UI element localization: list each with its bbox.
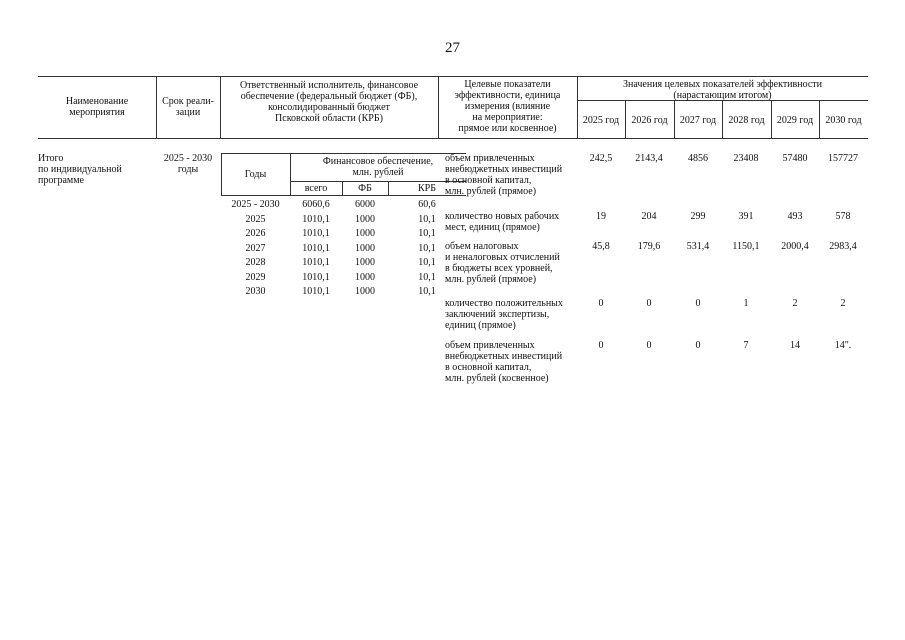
finance-table-header [221,153,466,195]
page-number: 27 [445,40,460,56]
finance-cell-fb: 1000 [355,257,375,268]
indicator-value: 1 [743,298,749,309]
header-responsible: Ответственный исполнитель, финансовое обеспечение (федеральный бюджет (ФБ), консолидированный бюджет Псковской области (КРБ) [239,80,419,124]
indicator-value: 0 [695,298,701,309]
finance-cell-fb: 1000 [355,242,375,254]
finance-cell-total: 1010,1 [302,213,330,225]
finance-cell-total: 6060,6 [302,199,330,210]
finance-cell-krb: 10,1 [418,242,436,254]
finance-cell-year: 2027 [245,242,266,254]
indicator-value: 531,4 [686,241,710,252]
indicator-value: 7 [743,340,749,351]
indicator-value: 391 [738,211,754,222]
finance-rule [290,181,466,182]
indicator-value: 299 [690,211,706,222]
indicator-value: 242,5 [589,153,613,164]
finance-cell-fb: 1000 [355,228,375,239]
header-year: 2025 год [582,115,620,126]
finance-cell-fb: 1000 [355,286,375,297]
finance-cell-krb: 10,1 [418,257,436,268]
finance-cell-krb: 10,1 [418,286,436,297]
indicator-value: 2143,4 [635,153,663,164]
finance-cell-krb: 10,1 [418,228,436,239]
finance-cell-krb: 60,6 [418,199,436,210]
indicator-value: 2000,4 [781,241,809,252]
table-header [38,76,868,138]
indicator-value: 204 [641,211,657,222]
indicator-value: 4856 [688,153,708,164]
finance-cell-year: 2028 [245,257,266,268]
finance-subheader-total: всего [304,183,328,194]
header-bottom-rule [38,138,868,139]
indicator-label: объем привлеченных внебюджетных инвестиций в основной капитал, млн. рублей (косвенное) [445,340,563,384]
finance-cell-fb: 6000 [355,199,375,210]
finance-cell-year: 2030 [245,286,266,297]
finance-cell-year: 2026 [245,228,266,239]
indicator-value: 45,8 [592,241,610,252]
finance-cell-krb: 10,1 [418,213,436,225]
indicator-value: 2 [840,298,846,309]
finance-cell-fb: 1000 [355,271,375,283]
indicator-value: 19 [596,211,606,222]
finance-cell-total: 1010,1 [302,228,330,239]
indicator-value: 0 [646,340,652,351]
indicator-value: 0 [646,298,652,309]
indicator-label: количество положительных заключений экспертизы, единиц (прямое) [445,298,563,331]
indicator-label: объем привлеченных внебюджетных инвестиций в основной капитал, млн. рублей (прямое) [445,153,563,197]
indicator-value: 23408 [733,153,759,164]
finance-label: Финансовое обеспечение, млн. рублей [322,156,434,178]
header-term: Срок реали- зации [162,96,214,118]
header-top-rule [38,76,868,77]
finance-cell-total: 1010,1 [302,286,330,297]
header-year: 2026 год [631,115,668,126]
finance-rule [221,195,466,196]
indicator-value: 57480 [782,153,808,164]
finance-years-label: Годы [244,169,267,180]
indicator-value: 157727 [828,153,858,164]
indicator-value: 179,6 [637,241,661,252]
indicator-value: 2983,4 [829,241,857,252]
finance-cell-fb: 1000 [355,213,375,225]
finance-rule [221,153,466,154]
finance-cell-year: 2029 [245,271,266,283]
header-name: Наименование мероприятия [65,96,129,118]
finance-cell-total: 1010,1 [302,257,330,268]
indicator-value: 1150,1 [732,241,760,252]
finance-subheader-krb: КРБ [418,183,436,194]
header-year: 2027 год [679,115,717,126]
finance-cell-year: 2025 [245,213,266,225]
finance-cell-year: 2025 - 2030 [231,199,280,210]
row-name: Итого по индивидуальной программе [38,153,122,186]
indicator-value: 0 [598,298,604,309]
indicator-value: 0 [598,340,604,351]
finance-cell-total: 1010,1 [302,271,330,283]
header-year: 2028 год [728,115,765,126]
indicator-value: 578 [835,211,851,222]
indicator-value: 14 [790,340,800,351]
indicator-value: 2 [792,298,798,309]
finance-subheader-fb: ФБ [358,183,372,194]
indicator-value: 14". [834,340,852,351]
header-target-indicators: Целевые показатели эффективности, единица измерения (влияние на мероприятие: прямое или косвенное) [454,79,561,134]
finance-cell-krb: 10,1 [418,271,436,283]
indicator-label: объем налоговых и неналоговых отчислений в бюджеты всех уровней, млн. рублей (прямое) [445,241,560,285]
header-indicator-values: Значения целевых показателей эффективности (нарастающим итогом) [622,79,823,101]
header-year: 2029 год [776,115,814,126]
indicator-label: количество новых рабочих мест, единиц (прямое) [445,211,560,233]
finance-cell-total: 1010,1 [302,242,330,254]
indicator-value: 493 [787,211,803,222]
header-year: 2030 год [825,115,862,126]
row-term: 2025 - 2030 годы [163,153,213,175]
indicator-value: 0 [695,340,701,351]
